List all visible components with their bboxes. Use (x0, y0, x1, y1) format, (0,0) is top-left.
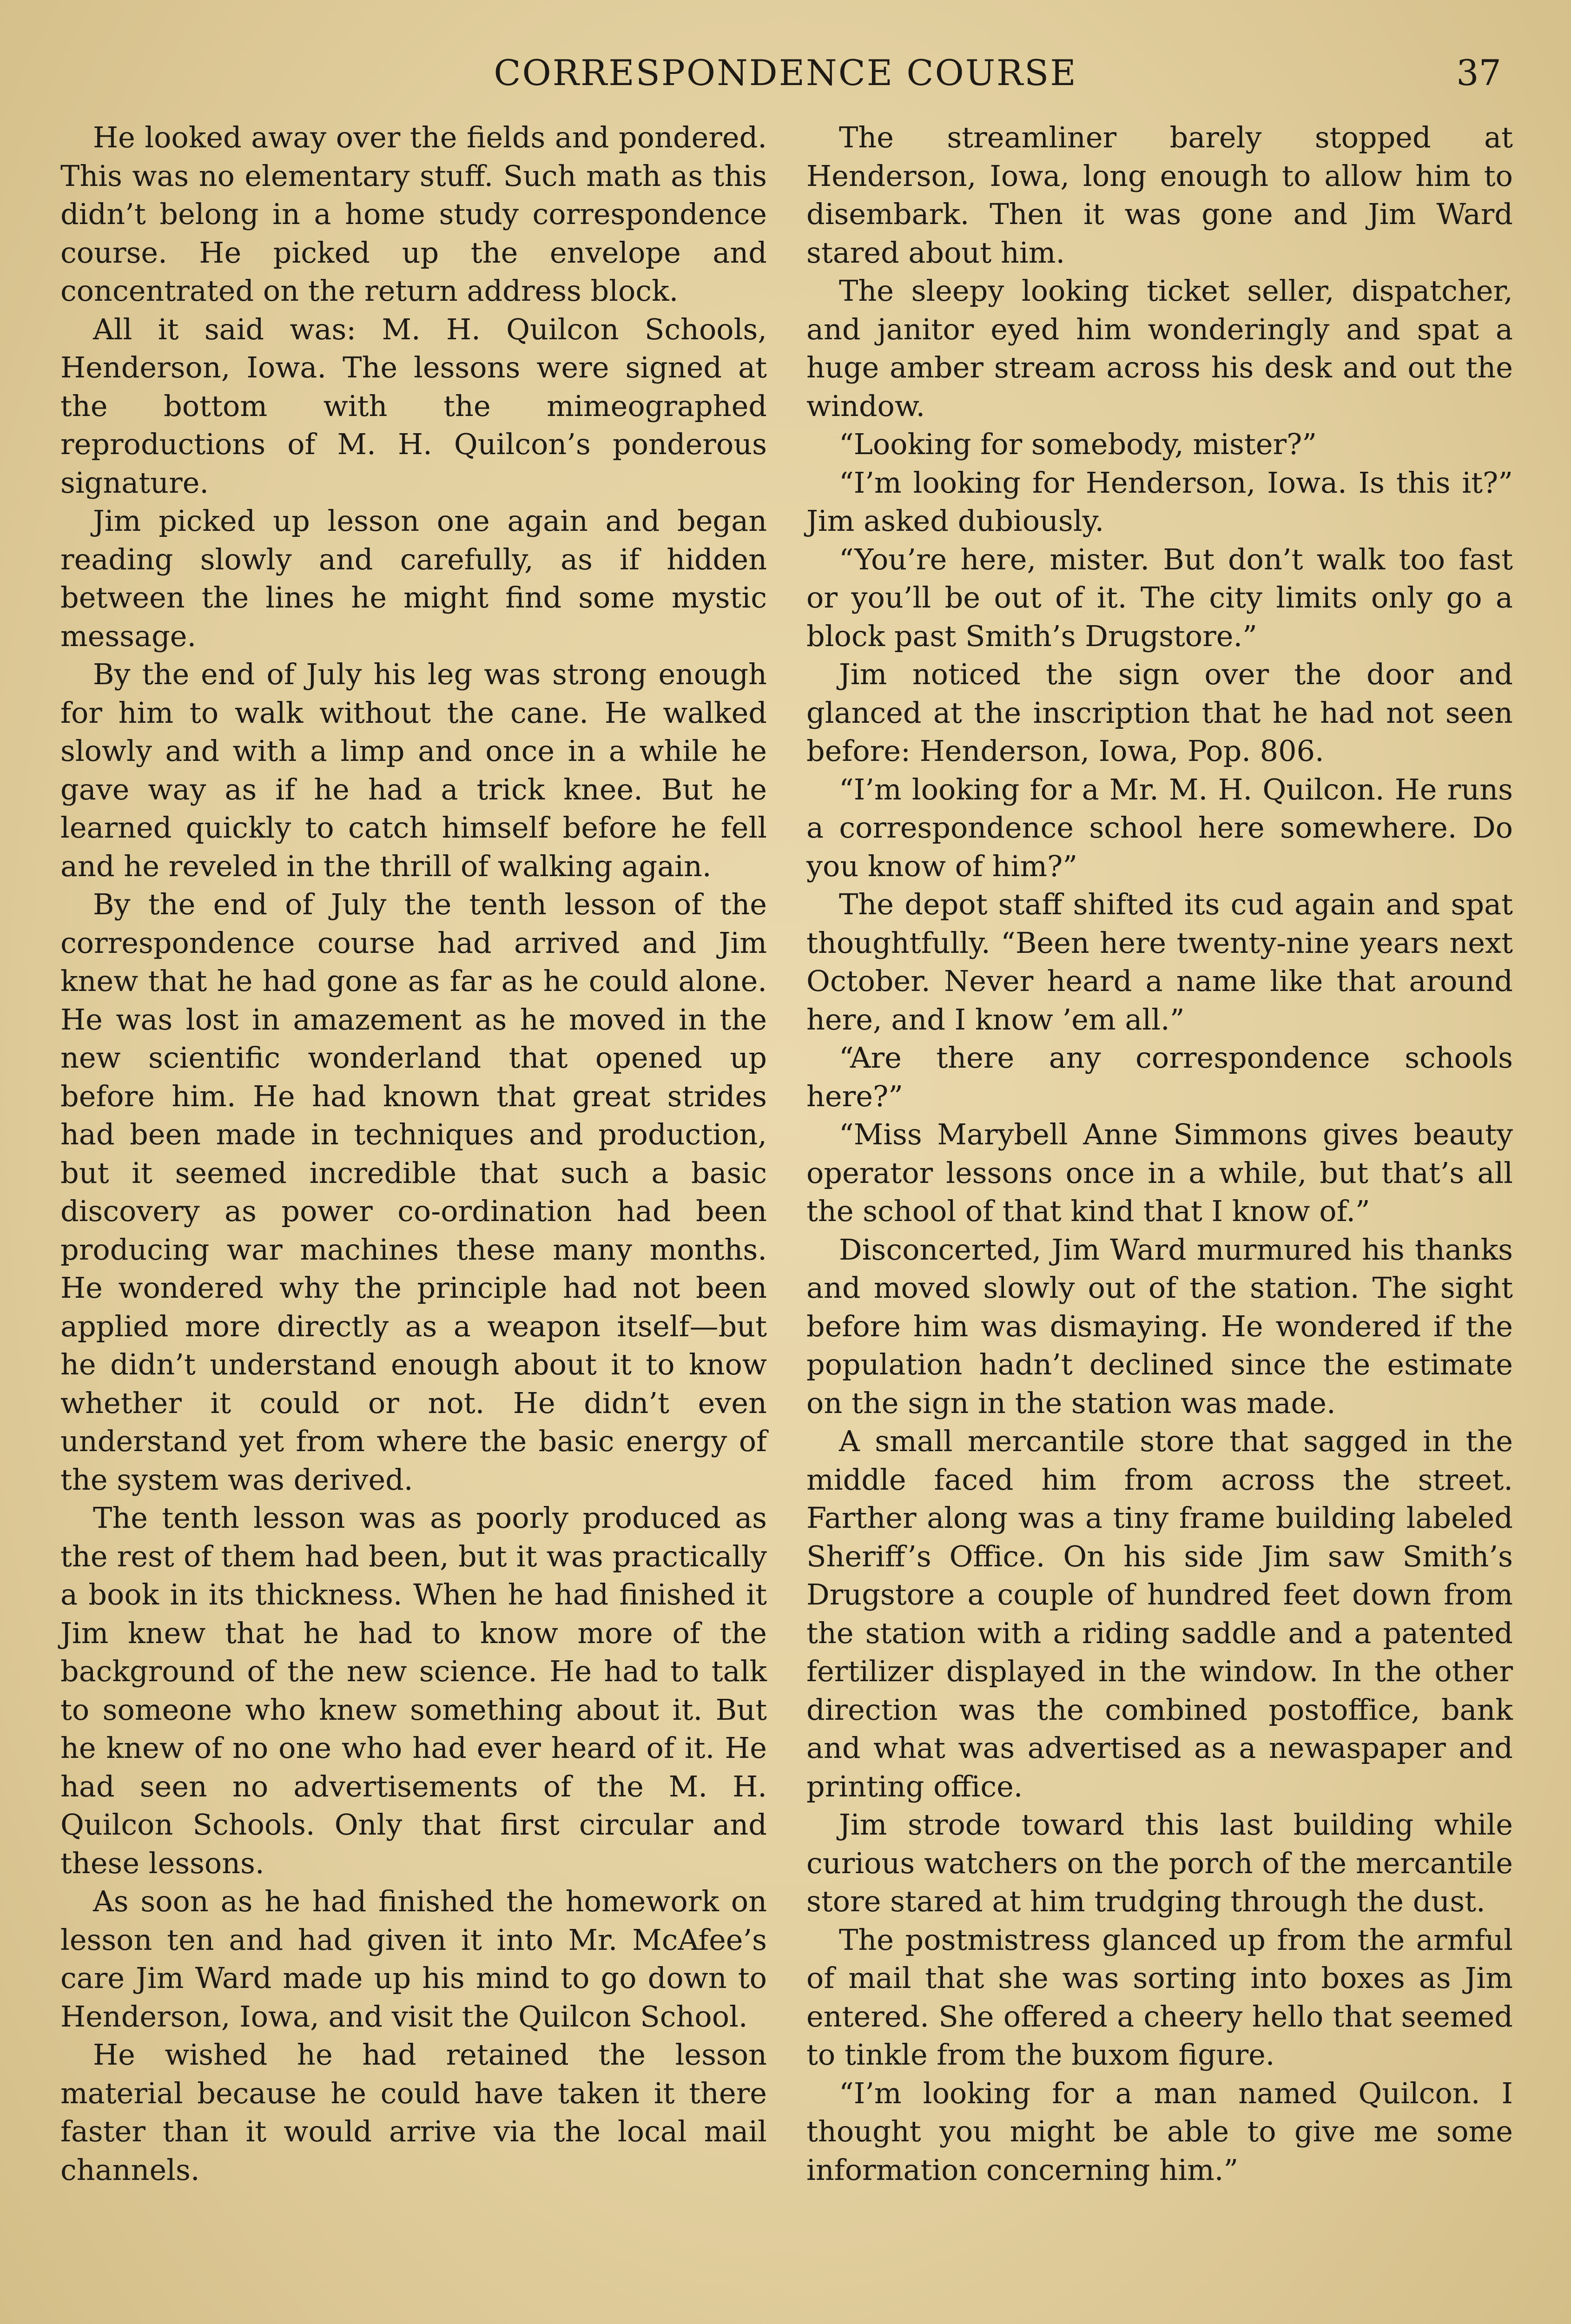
paragraph: Disconcerted, Jim Ward murmured his thanks and moved slowly out of the station. The sight before him was dismaying. He wondered if the population hadn’t declined since the estimate on the sign in the station was made. (806, 1232, 1513, 1420)
paragraph: A small mercantile store that sagged in the middle faced him from across the street. Farther along was a tiny frame building labeled Sheriff’s Office. On his side Jim saw Smith’s Drugstore a couple of hundred feet down from the station with a riding saddle and a patented fertilizer displayed in the window. In the other direction was the combined postoffice, bank and what was advertised as a newaspaper and printing office. (806, 1424, 1513, 1803)
paragraph: “I’m looking for Henderson, Iowa. Is this it?” Jim asked dubiously. (806, 465, 1513, 538)
paragraph: “Miss Marybell Anne Simmons gives beauty operator lessons once in a while, but that’s all the school of that kind that I know of.” (806, 1117, 1513, 1228)
paragraph: The tenth lesson was as poorly produced as the rest of them had been, but it was practically a book in its thickness. When he had finished it Jim knew that he had to know more of the background of the new science. He had to talk to someone who knew something about it. But he knew of no one who had ever heard of it. He had seen no advertisements of the M. H. Quilcon Schools. Only that first circular and these lessons. (60, 1501, 767, 1880)
left-column (60, 119, 767, 2189)
paragraph: Jim picked up lesson one again and began reading slowly and carefully, as if hidden between the lines he might find some mystic message. (60, 504, 767, 653)
page-number: 37 (1456, 52, 1501, 93)
paragraph: He wished he had retained the lesson material because he could have taken it there faster than it would arrive via the local mail channels. (60, 2038, 767, 2187)
paragraph: The sleepy looking ticket seller, dispatcher, and janitor eyed him wonderingly and spat a huge amber stream across his desk and out the window. (806, 274, 1513, 423)
paragraph: The depot staff shifted its cud again and spat thoughtfully. “Been here twenty-nine years next October. Never heard a name like that around here, and I know ’em all.” (806, 887, 1513, 1037)
paragraph: “I’m looking for a man named Quilcon. I thought you might be able to give me some information concerning him.” (806, 2076, 1513, 2187)
paragraph: He looked away over the fields and pondered. This was no elementary stuff. Such math as this didn’t belong in a home study correspondence course. He picked up the envelope and concentrated on the return address block. (60, 120, 767, 308)
paragraph: By the end of July his leg was strong enough for him to walk without the cane. He walked slowly and with a limp and once in a while he gave way as if he had a trick knee. But he learned quickly to catch himself before he fell and he reveled in the thrill of walking again. (60, 657, 767, 883)
paragraph: The streamliner barely stopped at Henderson, Iowa, long enough to allow him to disembark. Then it was gone and Jim Ward stared about him. (806, 120, 1513, 270)
paragraph: By the end of July the tenth lesson of the correspondence course had arrived and Jim knew that he had gone as far as he could alone. He was lost in amazement as he moved in the new scientific wonderland that opened up before him. He had known that great strides had been made in techniques and production, but it seemed incredible that such a basic discovery as power co-ordination had been producing war machines these many months. He wondered why the principle had not been applied more directly as a weapon itself—but he didn’t understand enough about it to know whether it could or not. He didn’t even understand yet from where the basic energy of the system was derived. (60, 887, 767, 1497)
right-column (806, 119, 1513, 2189)
paragraph: “Are there any correspondence schools here?” (806, 1041, 1513, 1113)
running-head: CORRESPONDENCE COURSE (494, 52, 1077, 93)
paragraph: Jim strode toward this last building while curious watchers on the porch of the mercantile store stared at him trudging through the dust. (806, 1808, 1513, 1918)
paragraph: Jim noticed the sign over the door and glanced at the inscription that he had not seen before: Henderson, Iowa, Pop. 806. (806, 657, 1513, 768)
paragraph: All it said was: M. H. Quilcon Schools, Henderson, Iowa. The lessons were signed at the bottom with the mimeographed reproductions of M. H. Quilcon’s ponderous signature. (60, 312, 767, 500)
paragraph: “You’re here, mister. But don’t walk too fast or you’ll be out of it. The city limits only go a block past Smith’s Drugstore.” (806, 542, 1513, 653)
paragraph: The postmistress glanced up from the armful of mail that she was sorting into boxes as Jim entered. She offered a cheery hello that seemed to tinkle from the buxom figure. (806, 1922, 1513, 2072)
paragraph: “Looking for somebody, mister?” (839, 427, 1317, 461)
paragraph: “I’m looking for a Mr. M. H. Quilcon. He runs a correspondence school here somewhere. Do you know of him?” (806, 772, 1513, 883)
paragraph: As soon as he had finished the homework on lesson ten and had given it into Mr. McAfee’s care Jim Ward made up his mind to go down to Henderson, Iowa, and visit the Quilcon School. (60, 1884, 767, 2034)
